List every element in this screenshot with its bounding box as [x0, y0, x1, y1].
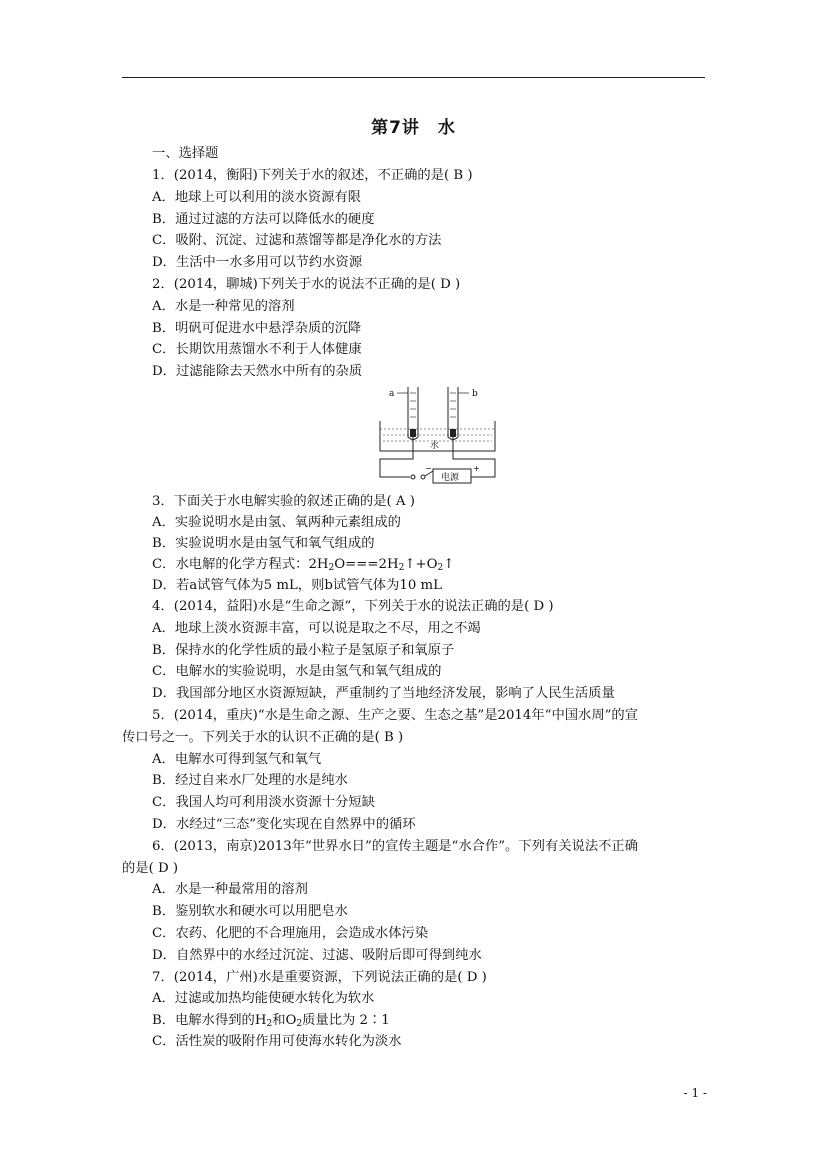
q3-option-b: B．实验说明水是由氢气和氧气组成的	[152, 536, 375, 551]
text-line: D．过滤能除去天然水中所有的杂质	[152, 364, 363, 380]
section-heading: 一、选择题	[152, 146, 219, 161]
label-power: 电源	[441, 473, 460, 483]
text-line: A．水是一种最常用的溶剂	[152, 882, 308, 898]
text-line: 7．(2014，广州)水是重要资源，下列说法正确的是( D )	[152, 969, 487, 985]
text-line: C．农药、化肥的不合理施用，会造成水体污染	[152, 926, 429, 941]
text-line: B．经过自来水厂处理的水是纯水	[152, 773, 348, 789]
text-line: B．明矾可促进水中悬浮杂质的沉降	[152, 320, 362, 336]
electrolysis-apparatus-figure	[375, 379, 505, 484]
q3-option-a: A．实验说明水是由氢、氧两种元素组成的	[152, 515, 401, 530]
text-line: C．我国人均可利用淡水资源十分短缺	[152, 795, 375, 811]
header-rule	[122, 77, 705, 78]
q7-option-b: B．电解水得到的$H_2$和$O_2$质量比为 2∶1	[152, 1013, 390, 1029]
text-line: 1．(2014，衡阳)下列关于水的叙述，不正确的是( B )	[152, 168, 473, 183]
text-line: D．我国部分地区水资源短缺，严重制约了当地经济发展，影响了人民生活质量	[152, 686, 615, 702]
text-line: 5．(2014，重庆)“水是生命之源、生产之要、生态之基”是2014年“中国水周”的宣	[152, 708, 639, 723]
q3-option-d: D．若a试管气体为5 mL，则b试管气体为10 mL	[152, 578, 442, 593]
text-line: A．电解水可得到氢气和氧气	[152, 751, 322, 767]
page-title: 第7讲 水	[371, 118, 456, 138]
text-line: D．自然界中的水经过沉淀、过滤、吸附后即可得到纯水	[152, 947, 482, 963]
text-line: B．通过过滤的方法可以降低水的硬度	[152, 211, 375, 227]
text-line: B．鉴别软水和硬水可以用肥皂水	[152, 904, 348, 920]
label-a: a	[389, 389, 395, 399]
label-b: b	[472, 389, 478, 399]
text-line: 传口号之一。下列关于水的认识不正确的是( B )	[122, 729, 404, 745]
text-line: A．水是一种常见的溶剂	[152, 298, 295, 314]
text-line: C．长期饮用蒸馏水不利于人体健康	[152, 342, 362, 358]
text-line: 6．(2013，南京)2013年“世界水日”的宣传主题是“水合作”。下列有关说法不正确	[152, 838, 639, 854]
text-line: C．电解水的实验说明，水是由氢气和氧气组成的	[152, 664, 442, 680]
plus-sign: +	[473, 464, 480, 473]
text-line: D．生活中一水多用可以节约水资源	[152, 255, 363, 271]
q3-stem: 3．下面关于水电解实验的叙述正确的是( A )	[152, 494, 415, 509]
q7-option-c: C．活性炭的吸附作用可使海水转化为淡水	[152, 1034, 402, 1049]
text-line: C．吸附、沉淀、过滤和蒸馏等都是净化水的方法	[152, 233, 442, 249]
text-line: 的是( D )	[122, 860, 179, 876]
page-number: - 1 -	[683, 1086, 707, 1100]
text-line: B．保持水的化学性质的最小粒子是氢原子和氧原子	[152, 642, 455, 658]
text-line: A．过滤或加热均能使硬水转化为软水	[152, 991, 375, 1007]
text-line: A．地球上淡水资源丰富，可以说是取之不尽，用之不竭	[152, 620, 481, 636]
text-line: 4．(2014，益阳)水是“生命之源”，下列关于水的说法正确的是( D )	[152, 599, 554, 614]
text-line: A．地球上可以利用的淡水资源有限	[152, 189, 362, 205]
q3-option-c: C．水电解的化学方程式：$2H_2O===2H_2↑+O_2↑$	[152, 557, 455, 573]
minus-sign: −	[425, 464, 432, 473]
label-water: 水	[430, 441, 440, 451]
text-line: D．水经过“三态”变化实现在自然界中的循环	[152, 817, 416, 832]
text-line: 2．(2014，聊城)下列关于水的说法不正确的是( D )	[152, 277, 461, 292]
